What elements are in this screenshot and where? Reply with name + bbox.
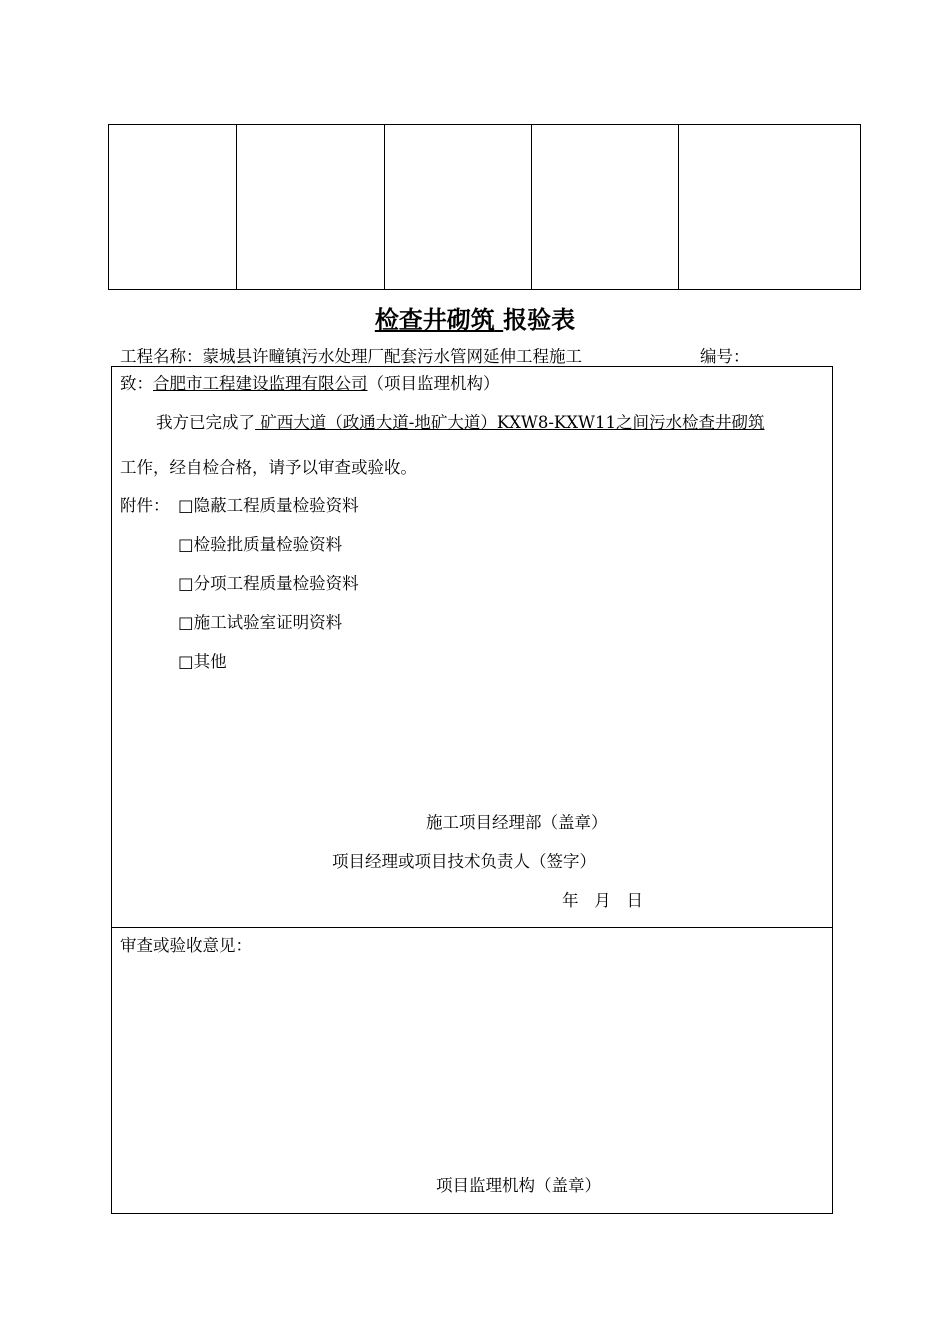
attachment-item[interactable]: □分项工程质量检验资料 — [178, 574, 359, 593]
table-cell — [532, 125, 679, 289]
completion-prefix: 我方已完成了 — [156, 413, 255, 432]
addressee-suffix: （项目监理机构） — [367, 374, 500, 393]
table-cell — [385, 125, 532, 289]
table-cell — [109, 125, 237, 289]
form-title-main: 检查井砌筑 — [374, 306, 495, 334]
top-table — [108, 124, 861, 290]
table-cell — [679, 125, 860, 289]
form-title — [0, 300, 950, 335]
contractor-dept-seal: 施工项目经理部（盖章） — [426, 813, 608, 832]
completion-line — [156, 409, 764, 433]
addressee-line — [120, 370, 500, 394]
addressee-label: 致： — [120, 374, 153, 393]
attachment-item[interactable]: □其他 — [178, 652, 227, 671]
project-name-value: 蒙城县许疃镇污水处理厂配套污水管网延伸工程施工 — [202, 347, 582, 366]
manager-signature: 项目经理或项目技术负责人（签字） — [332, 852, 596, 871]
attachments-label: 附件： — [120, 496, 170, 515]
review-opinion-label: 审查或验收意见： — [120, 936, 252, 955]
supervision-org-seal: 项目监理机构（盖章） — [436, 1176, 601, 1195]
project-name-label: 工程名称： — [120, 347, 203, 366]
attachment-item[interactable]: □检验批质量检验资料 — [178, 535, 343, 554]
review-section — [111, 927, 833, 1214]
table-cell — [237, 125, 385, 289]
inspection-request-line: 工作，经自检合格，请予以审查或验收。 — [120, 458, 417, 477]
request-section — [111, 366, 833, 928]
completed-work: 矿西大道（政通大道-地矿大道）KXW8-KXW11之间污水检查井砌筑 — [255, 413, 765, 432]
attachment-item[interactable]: □施工试验室证明资料 — [178, 613, 343, 632]
attachment-item[interactable]: □隐蔽工程质量检验资料 — [178, 496, 359, 515]
project-name-line — [120, 343, 582, 367]
form-title-suffix: 报验表 — [503, 306, 576, 334]
number-label: 编号： — [700, 347, 750, 366]
contractor-date: 年 月 日 — [562, 891, 643, 910]
addressee-org: 合肥市工程建设监理有限公司 — [153, 374, 368, 393]
